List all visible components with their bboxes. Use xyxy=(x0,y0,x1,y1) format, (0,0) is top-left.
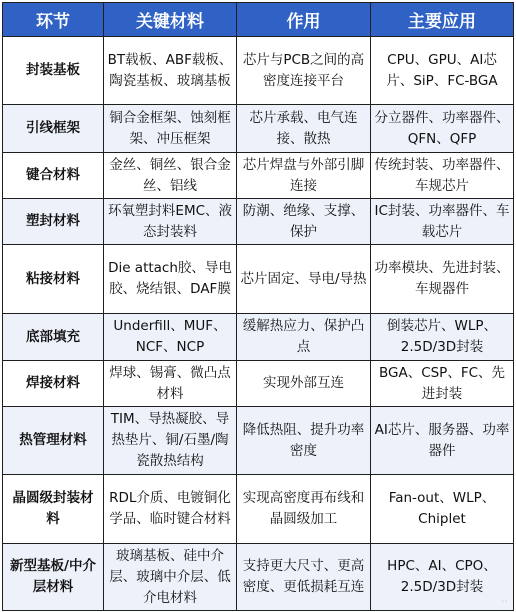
segment-cell: 引线框架 xyxy=(3,105,104,153)
applications-cell: AI芯片、服务器、功率器件 xyxy=(371,407,514,475)
materials-cell: 玻璃基板、硅中介层、玻璃中介层、低介电材料 xyxy=(104,544,237,611)
materials-cell: TIM、导热凝胶、导热垫片、铜/石墨/陶瓷散热结构 xyxy=(104,407,237,475)
materials-cell: 铜合金框架、蚀刻框架、冲压框架 xyxy=(104,105,237,153)
header-segment: 环节 xyxy=(3,3,104,37)
function-cell: 芯片承载、电气连接、散热 xyxy=(237,105,371,153)
segment-cell: 新型基板/中介层材料 xyxy=(3,544,104,611)
function-cell: 缓解热应力、保护凸点 xyxy=(237,314,371,361)
applications-cell: HPC、AI、CPO、2.5D/3D封装 xyxy=(371,544,514,611)
function-cell: 支持更大尺寸、更高密度、更低损耗互连 xyxy=(237,544,371,611)
segment-cell: 热管理材料 xyxy=(3,407,104,475)
table-row xyxy=(3,407,514,475)
table-row xyxy=(3,37,514,105)
table-row xyxy=(3,361,514,407)
materials-cell: 焊球、锡膏、微凸点材料 xyxy=(104,361,237,407)
applications-cell: CPU、GPU、AI芯片、SiP、FC-BGA xyxy=(371,37,514,105)
applications-cell: BGA、CSP、FC、先进封装 xyxy=(371,361,514,407)
materials-cell: 金丝、铜丝、银合金丝、铝线 xyxy=(104,153,237,199)
materials-cell: BT载板、ABF载板、陶瓷基板、玻璃基板 xyxy=(104,37,237,105)
header-row xyxy=(3,3,514,37)
segment-cell: 焊接材料 xyxy=(3,361,104,407)
header-key-materials: 关键材料 xyxy=(104,3,237,37)
watermark: ·· xyxy=(501,595,508,608)
table-row xyxy=(3,245,514,314)
function-cell: 芯片焊盘与外部引脚连接 xyxy=(237,153,371,199)
header-function: 作用 xyxy=(237,3,371,37)
segment-cell: 键合材料 xyxy=(3,153,104,199)
materials-cell: Underfill、MUF、NCF、NCP xyxy=(104,314,237,361)
applications-cell: 传统封装、功率器件、车规芯片 xyxy=(371,153,514,199)
materials-cell: RDL介质、电镀铜化学品、临时键合材料 xyxy=(104,475,237,544)
applications-cell: Fan-out、WLP、Chiplet xyxy=(371,475,514,544)
packaging-materials-table xyxy=(2,2,514,611)
segment-cell: 粘接材料 xyxy=(3,245,104,314)
function-cell: 降低热阻、提升功率密度 xyxy=(237,407,371,475)
function-cell: 芯片固定、导电/导热 xyxy=(237,245,371,314)
table-row xyxy=(3,475,514,544)
table-row xyxy=(3,314,514,361)
applications-cell: 分立器件、功率器件、QFN、QFP xyxy=(371,105,514,153)
applications-cell: IC封装、功率器件、车载芯片 xyxy=(371,199,514,245)
function-cell: 实现外部互连 xyxy=(237,361,371,407)
table-row xyxy=(3,199,514,245)
segment-cell: 封装基板 xyxy=(3,37,104,105)
function-cell: 防潮、绝缘、支撑、保护 xyxy=(237,199,371,245)
table-row xyxy=(3,544,514,611)
materials-cell: 环氧塑封料EMC、液态封装料 xyxy=(104,199,237,245)
header-applications: 主要应用 xyxy=(371,3,514,37)
segment-cell: 塑封材料 xyxy=(3,199,104,245)
applications-cell: 功率模块、先进封装、车规器件 xyxy=(371,245,514,314)
materials-cell: Die attach胶、导电胶、烧结银、DAF膜 xyxy=(104,245,237,314)
segment-cell: 晶圆级封装材料 xyxy=(3,475,104,544)
applications-cell: 倒装芯片、WLP、2.5D/3D封装 xyxy=(371,314,514,361)
table-row xyxy=(3,153,514,199)
segment-cell: 底部填充 xyxy=(3,314,104,361)
function-cell: 实现高密度再布线和晶圆级加工 xyxy=(237,475,371,544)
table-row xyxy=(3,105,514,153)
function-cell: 芯片与PCB之间的高密度连接平台 xyxy=(237,37,371,105)
